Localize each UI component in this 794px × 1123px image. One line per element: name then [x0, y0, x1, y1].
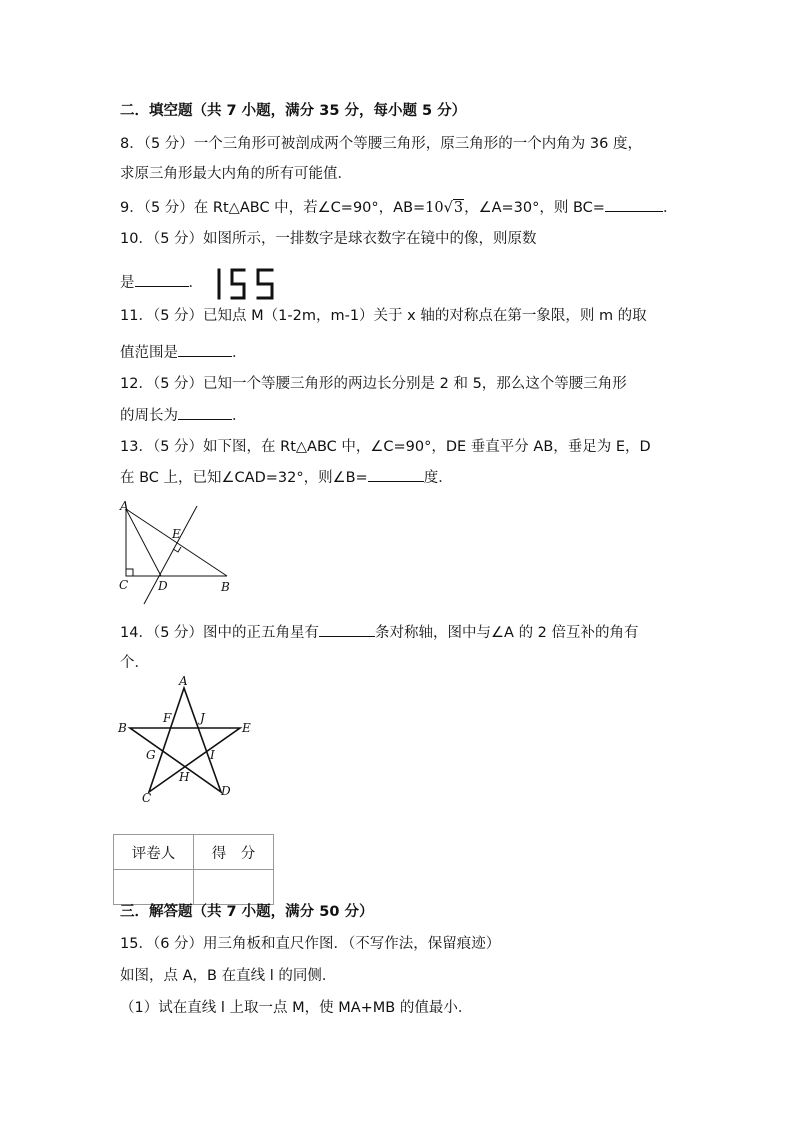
grader-header: 评卷人 — [114, 835, 194, 870]
label-i: I — [210, 748, 215, 762]
label-a: A — [179, 674, 188, 688]
question-11-line-1: 11．（5 分）已知点 M（1-2m，m-1）关于 x 轴的对称点在第一象限，则 m 的取 — [120, 308, 647, 324]
pentagram-figure-q14 — [112, 674, 262, 809]
segment-ab — [126, 509, 227, 576]
question-11-text-pre: 值范围是 — [120, 345, 178, 361]
section-heading-answer: 三．解答题（共 7 小题，满分 50 分） — [120, 904, 374, 920]
question-13-text-pre: 在 BC 上，已知∠CAD=32°，则∠B= — [120, 470, 368, 486]
question-8-line-1: 8．（5 分）一个三角形可被剖成两个等腰三角形，原三角形的一个内角为 36 度， — [120, 136, 642, 152]
question-13-end: 度． — [423, 470, 453, 486]
label-f: F — [163, 711, 172, 725]
label-d: D — [158, 579, 168, 593]
answer-blank[interactable] — [605, 197, 663, 212]
label-b: B — [118, 721, 127, 735]
label-j: J — [200, 711, 205, 725]
label-e: E — [172, 527, 181, 541]
question-14-line-1 — [120, 622, 639, 643]
question-10-end: ． — [188, 275, 203, 291]
answer-blank[interactable] — [135, 272, 189, 287]
question-10-line-1: 10．（5 分）如图所示，一排数字是球衣数字在镜中的像，则原数 — [120, 231, 537, 247]
label-c: C — [119, 578, 129, 592]
label-e: E — [242, 721, 251, 735]
label-g: G — [146, 748, 156, 762]
question-9 — [120, 197, 677, 218]
sqrt-expression: 10√3 — [425, 200, 464, 216]
question-14-line-2: 个． — [120, 655, 149, 671]
question-11-line-2 — [120, 342, 247, 363]
answer-blank[interactable] — [178, 405, 232, 420]
question-12-text-pre: 的周长为 — [120, 408, 178, 424]
label-a: A — [120, 499, 129, 513]
question-10-line-2 — [120, 267, 278, 301]
section-heading-fill-in: 二．填空题（共 7 小题，满分 35 分，每小题 5 分） — [120, 103, 467, 119]
question-14-text-mid: 条对称轴，图中与∠A 的 2 倍互补的角有 — [375, 625, 639, 641]
question-8-line-2: 求原三角形最大内角的所有可能值． — [120, 166, 352, 182]
score-cell[interactable] — [194, 870, 274, 905]
question-9-text-pre: 9．（5 分）在 Rt△ABC 中，若∠C=90°，AB= — [120, 200, 426, 216]
label-c: C — [142, 791, 152, 805]
triangle-figure-q13 — [115, 498, 240, 608]
right-angle-mark-c — [126, 569, 133, 576]
answer-blank[interactable] — [319, 622, 375, 637]
score-header: 得 分 — [194, 835, 274, 870]
label-b: B — [221, 580, 230, 594]
segment-ad — [126, 509, 161, 576]
question-15-line-1: 15．（6 分）用三角板和直尺作图．（不写作法，保留痕迹） — [120, 936, 501, 952]
question-14-text-pre: 14．（5 分）图中的正五角星有 — [120, 625, 320, 641]
mirrored-digits-image — [216, 267, 278, 301]
sqrt-coefficient: 10 — [425, 200, 444, 216]
question-9-end: ． — [662, 200, 678, 216]
question-11-end: ． — [232, 345, 247, 361]
question-10-text-pre: 是 — [120, 275, 135, 291]
question-13-line-1: 13．（5 分）如下图，在 Rt△ABC 中，∠C=90°，DE 垂直平分 AB，垂足为 E，D — [120, 439, 651, 455]
question-13-line-2 — [120, 467, 453, 488]
label-d: D — [221, 784, 231, 798]
answer-blank[interactable] — [178, 342, 232, 357]
perpendicular-bisector-line — [144, 506, 197, 604]
sqrt-radicand: 3 — [453, 200, 464, 216]
grader-score-table — [113, 834, 274, 905]
question-15-part-1: （1）试在直线 l 上取一点 M，使 MA+MB 的值最小． — [120, 1000, 473, 1016]
grader-cell[interactable] — [114, 870, 194, 905]
answer-blank[interactable] — [368, 467, 424, 482]
question-9-text-post: ，∠A=30°，则 BC= — [464, 200, 605, 216]
question-12-line-2 — [120, 405, 247, 426]
question-12-line-1: 12．（5 分）已知一个等腰三角形的两边长分别是 2 和 5，那么这个等腰三角形 — [120, 376, 627, 392]
question-12-end: ． — [232, 408, 247, 424]
label-h: H — [179, 770, 190, 784]
question-15-line-2: 如图，点 A，B 在直线 l 的同侧． — [120, 968, 337, 984]
